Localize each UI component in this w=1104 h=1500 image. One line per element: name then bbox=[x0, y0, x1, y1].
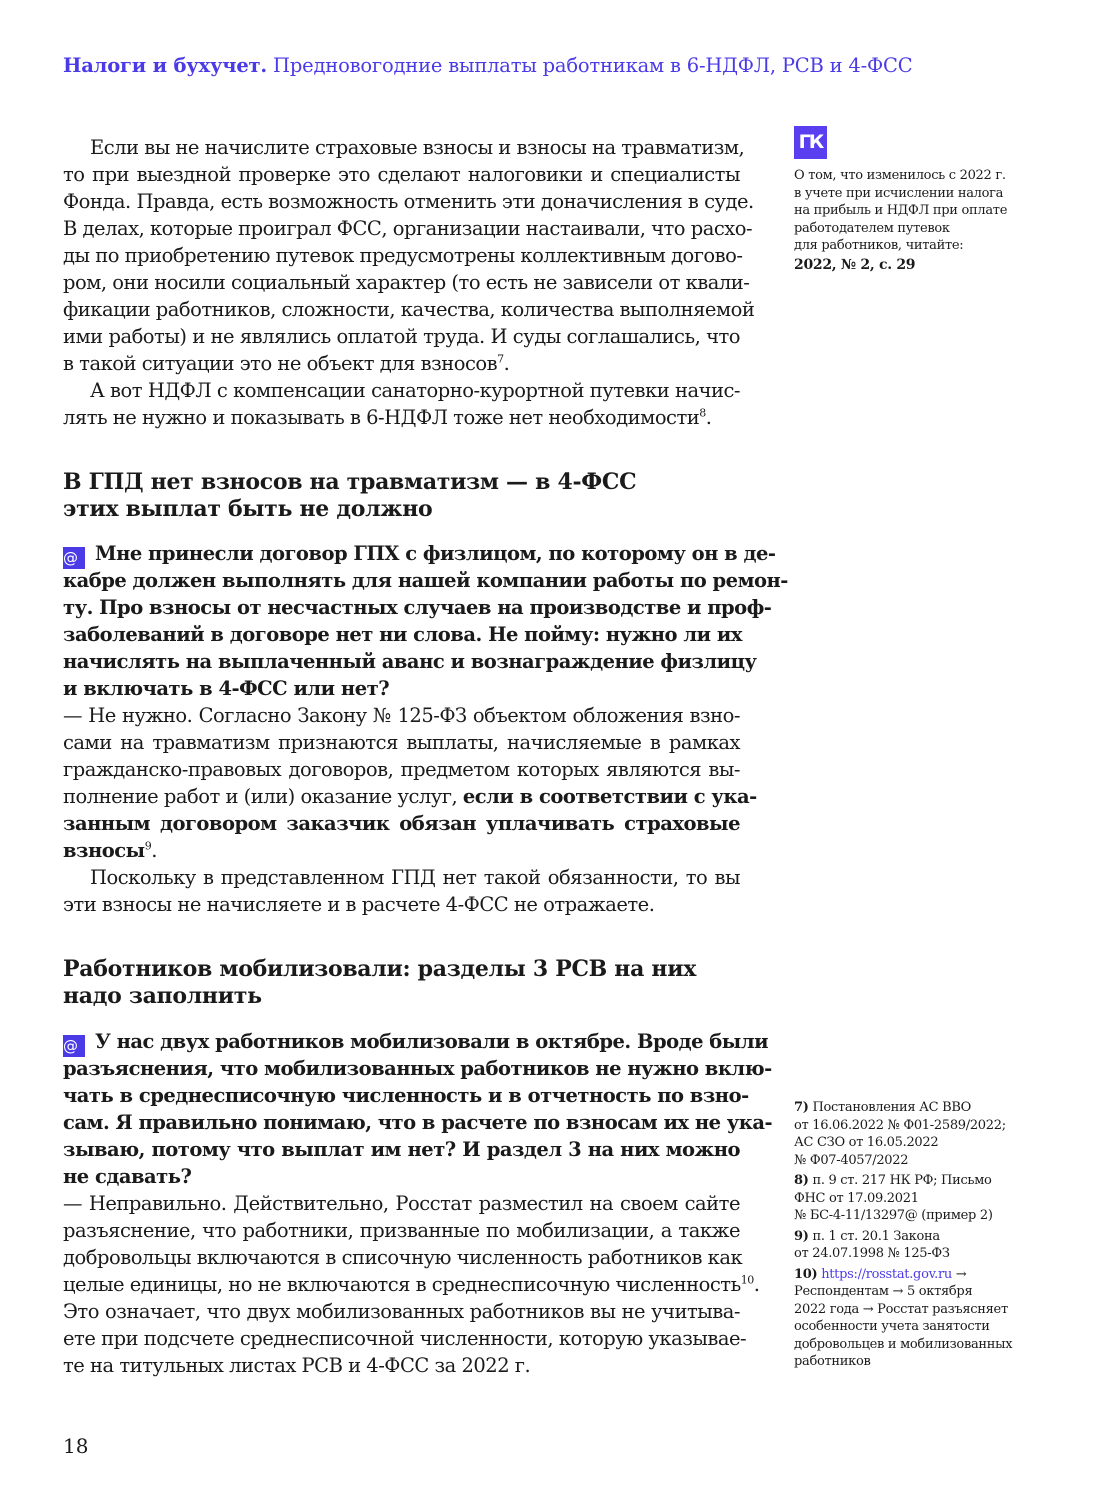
text-segment: . bbox=[503, 352, 510, 375]
text-segment: . bbox=[151, 839, 157, 862]
text-segment: В делах, которые проиграл ФСС, организации настаивали, что расхо- bbox=[63, 217, 753, 240]
text-line bbox=[63, 1109, 773, 1136]
footnote-line: добровольцев и мобилизованных bbox=[794, 1336, 1013, 1352]
text-segment: сами на травматизм признаются выплаты, начисляемые в рамках bbox=[63, 731, 740, 754]
question-at-icon: @ bbox=[63, 547, 85, 569]
sidebar-note bbox=[794, 167, 1019, 274]
text-segment: полнение работ и (или) оказание услуг, bbox=[63, 785, 463, 808]
text-line bbox=[63, 1028, 769, 1055]
text-segment: если в соответствии с ука- bbox=[462, 785, 757, 808]
text-segment: начислять на выплаченный аванс и вознаграждение физлицу bbox=[63, 650, 757, 673]
text-line bbox=[63, 540, 776, 567]
header-section: Налоги и бухучет. bbox=[63, 54, 268, 77]
rosstat-link[interactable]: https://rosstat.gov.ru bbox=[821, 1266, 952, 1282]
text-segment: ром, они носили социальный характер (то есть не зависели от квали- bbox=[63, 271, 750, 294]
footnote bbox=[794, 1099, 1019, 1169]
text-segment: Это означает, что двух мобилизованных работников вы не учитыва- bbox=[63, 1300, 740, 1323]
text-segment: ими работы) и не являлись оплатой труда. И суды соглашались, что bbox=[63, 325, 740, 348]
text-line bbox=[63, 1325, 747, 1352]
text-line bbox=[63, 567, 788, 594]
text-line bbox=[63, 1190, 740, 1217]
footnote-line: № БС-4-11/13297@ (пример 2) bbox=[794, 1208, 993, 1223]
text-segment: — Неправильно. Действительно, Росстат разместил на своем сайте bbox=[63, 1192, 740, 1215]
text-segment: У нас двух работников мобилизовали в октябре. Вроде были bbox=[95, 1030, 769, 1053]
footnote-ref[interactable]: 9 bbox=[144, 839, 152, 853]
footnote-number: 7) bbox=[794, 1100, 809, 1115]
text-segment: . bbox=[705, 406, 712, 429]
sidebar-text-line: работодателем путевок bbox=[794, 220, 950, 236]
footnote-number: 9) bbox=[794, 1228, 809, 1244]
text-line bbox=[63, 1298, 740, 1325]
footnote-line: ФНС от 17.09.2021 bbox=[794, 1190, 919, 1206]
text-line bbox=[63, 702, 740, 729]
section-heading bbox=[63, 956, 740, 1010]
text-segment: этих выплат быть не должно bbox=[63, 496, 433, 522]
text-line bbox=[63, 864, 740, 891]
text-line bbox=[63, 269, 750, 296]
text-line bbox=[63, 891, 740, 918]
text-line bbox=[63, 1217, 740, 1244]
text-segment: то при выездной проверке это сделают налоговики и специалисты bbox=[63, 163, 740, 186]
text-segment: Мне принесли договор ГПХ с физлицом, по которому он в де- bbox=[95, 542, 776, 565]
text-segment: — Не нужно. Согласно Закону № 125-ФЗ объектом обложения взно- bbox=[63, 704, 740, 727]
text-segment: фикации работников, сложности, качества, количества выполняемой bbox=[63, 298, 755, 321]
text-segment: разъяснения, что мобилизованных работников не нужно вклю- bbox=[63, 1057, 772, 1080]
text-line bbox=[63, 1244, 743, 1271]
footnote-line: от 16.06.2022 № Ф01-2589/2022; bbox=[794, 1117, 1006, 1133]
footnote-number: 10) bbox=[794, 1266, 818, 1282]
text-line bbox=[63, 350, 740, 377]
text-segment: чать в среднесписочную численность и в отчетность по взно- bbox=[63, 1084, 749, 1107]
text-line bbox=[63, 594, 772, 621]
text-segment: лять не нужно и показывать в 6-НДФЛ тоже нет необходимости bbox=[63, 406, 700, 429]
footnote-line: → bbox=[951, 1266, 967, 1282]
text-line bbox=[63, 469, 740, 496]
text-block bbox=[63, 540, 788, 918]
text-segment: сам. Я правильно понимаю, что в расчете по взносам их не ука- bbox=[63, 1111, 773, 1134]
running-header bbox=[63, 54, 912, 77]
text-segment: . bbox=[753, 1273, 760, 1296]
text-segment: А вот НДФЛ с компенсации санаторно-курортной путевки начис- bbox=[90, 379, 740, 402]
text-segment: разъяснение, что работники, призванные по мобилизации, а также bbox=[63, 1219, 740, 1242]
text-line bbox=[63, 134, 745, 161]
footnote-line: Респондентам → 5 октября bbox=[794, 1284, 973, 1299]
gk-logo-icon: ГК bbox=[794, 126, 827, 159]
text-segment: заболеваний в договоре нет ни слова. Не пойму: нужно ли их bbox=[63, 623, 742, 646]
footnote-line: 2022 года → Росстат разъясняет bbox=[794, 1301, 1008, 1317]
text-line bbox=[63, 1352, 740, 1379]
section-heading bbox=[63, 469, 740, 523]
text-segment: и включать в 4-ФСС или нет? bbox=[63, 677, 390, 700]
footnote bbox=[794, 1228, 1019, 1263]
footnote-line: № Ф07-4057/2022 bbox=[794, 1152, 909, 1168]
text-line bbox=[63, 215, 753, 242]
text-segment: в такой ситуации это не объект для взносов bbox=[63, 352, 498, 375]
question-at-icon: @ bbox=[63, 1035, 85, 1057]
text-line bbox=[63, 729, 740, 756]
text-line bbox=[63, 161, 740, 188]
sidebar-text-line: О том, что изменилось с 2022 г. bbox=[794, 168, 1006, 183]
text-segment: кабре должен выполнять для нашей компании работы по ремон- bbox=[63, 569, 788, 592]
footnote-line: от 24.07.1998 № 125-ФЗ bbox=[794, 1246, 950, 1261]
sidebar-text-line: на прибыль и НДФЛ при оплате bbox=[794, 203, 1008, 218]
text-segment: зываю, потому что выплат им нет? И раздел 3 на них можно bbox=[63, 1138, 740, 1161]
text-segment: Работников мобилизовали: разделы 3 РСВ на них bbox=[63, 956, 697, 982]
footnote-line: АС СЗО от 16.05.2022 bbox=[794, 1135, 939, 1150]
text-line bbox=[63, 188, 754, 215]
footnote-line: п. 9 ст. 217 НК РФ; Письмо bbox=[812, 1173, 992, 1188]
footnote-ref[interactable]: 7 bbox=[497, 352, 504, 366]
header-title: Предновогодние выплаты работникам в 6-НДФЛ, РСВ и 4-ФСС bbox=[273, 54, 913, 77]
footnote-ref[interactable]: 8 bbox=[699, 406, 706, 420]
text-line bbox=[63, 675, 740, 702]
text-block bbox=[63, 1028, 773, 1379]
text-line bbox=[63, 956, 740, 983]
text-line bbox=[63, 1136, 740, 1163]
text-line bbox=[63, 1271, 760, 1298]
text-line bbox=[63, 648, 757, 675]
text-line bbox=[63, 496, 740, 523]
text-line bbox=[63, 983, 740, 1010]
footnote-line: работников bbox=[794, 1354, 871, 1369]
text-segment: В ГПД нет взносов на травматизм — в 4-ФСС bbox=[63, 469, 637, 495]
sidebar-ref: 2022, № 2, с. 29 bbox=[794, 256, 916, 273]
text-segment: не сдавать? bbox=[63, 1165, 192, 1188]
footnote-ref[interactable]: 10 bbox=[740, 1273, 754, 1287]
text-segment: Фонда. Правда, есть возможность отменить эти доначисления в суде. bbox=[63, 190, 754, 213]
text-line bbox=[63, 1055, 772, 1082]
footnote-line: п. 1 ст. 20.1 Закона bbox=[812, 1228, 940, 1244]
text-segment: занным договором заказчик обязан уплачивать страховые bbox=[63, 812, 740, 835]
text-segment: взносы bbox=[63, 839, 145, 862]
text-line bbox=[63, 1163, 740, 1190]
text-segment: гражданско-правовых договоров, предметом которых являются вы- bbox=[63, 758, 740, 781]
text-segment: ете при подсчете среднесписочной численности, которую указывае- bbox=[63, 1327, 747, 1350]
text-block bbox=[63, 134, 755, 431]
text-segment: эти взносы не начисляете и в расчете 4-ФСС не отражаете. bbox=[63, 893, 655, 916]
text-line bbox=[63, 1082, 749, 1109]
text-line bbox=[63, 837, 740, 864]
text-segment: добровольцы включаются в списочную численность работников как bbox=[63, 1246, 743, 1269]
text-line bbox=[63, 242, 743, 269]
text-segment: те на титульных листах РСВ и 4-ФСС за 2022 г. bbox=[63, 1354, 531, 1377]
footnote-line: Постановления АС ВВО bbox=[812, 1100, 971, 1115]
footnotes bbox=[794, 1099, 1019, 1374]
text-line bbox=[63, 783, 757, 810]
text-line bbox=[63, 756, 740, 783]
text-line bbox=[63, 621, 740, 648]
text-line bbox=[63, 810, 740, 837]
text-line bbox=[63, 296, 755, 323]
page-number: 18 bbox=[63, 1434, 89, 1458]
footnote bbox=[794, 1266, 1019, 1371]
text-segment: ту. Про взносы от несчастных случаев на производстве и проф- bbox=[63, 596, 772, 619]
footnote bbox=[794, 1172, 1019, 1225]
text-line bbox=[63, 404, 740, 431]
text-segment: Поскольку в представленном ГПД нет такой обязанности, то вы bbox=[90, 866, 740, 889]
footnote-number: 8) bbox=[794, 1173, 809, 1188]
text-segment: ды по приобретению путевок предусмотрены коллективным догово- bbox=[63, 244, 743, 267]
text-segment: надо заполнить bbox=[63, 983, 262, 1009]
footnote-line: особенности учета занятости bbox=[794, 1319, 990, 1334]
text-line bbox=[63, 377, 740, 404]
text-line bbox=[63, 323, 740, 350]
text-segment: целые единицы, но не включаются в среднесписочную численность bbox=[63, 1273, 741, 1296]
sidebar-text-line: в учете при исчислении налога bbox=[794, 185, 1004, 201]
text-segment: Если вы не начислите страховые взносы и взносы на травматизм, bbox=[90, 136, 745, 159]
sidebar-text-line: для работников, читайте: bbox=[794, 238, 964, 253]
